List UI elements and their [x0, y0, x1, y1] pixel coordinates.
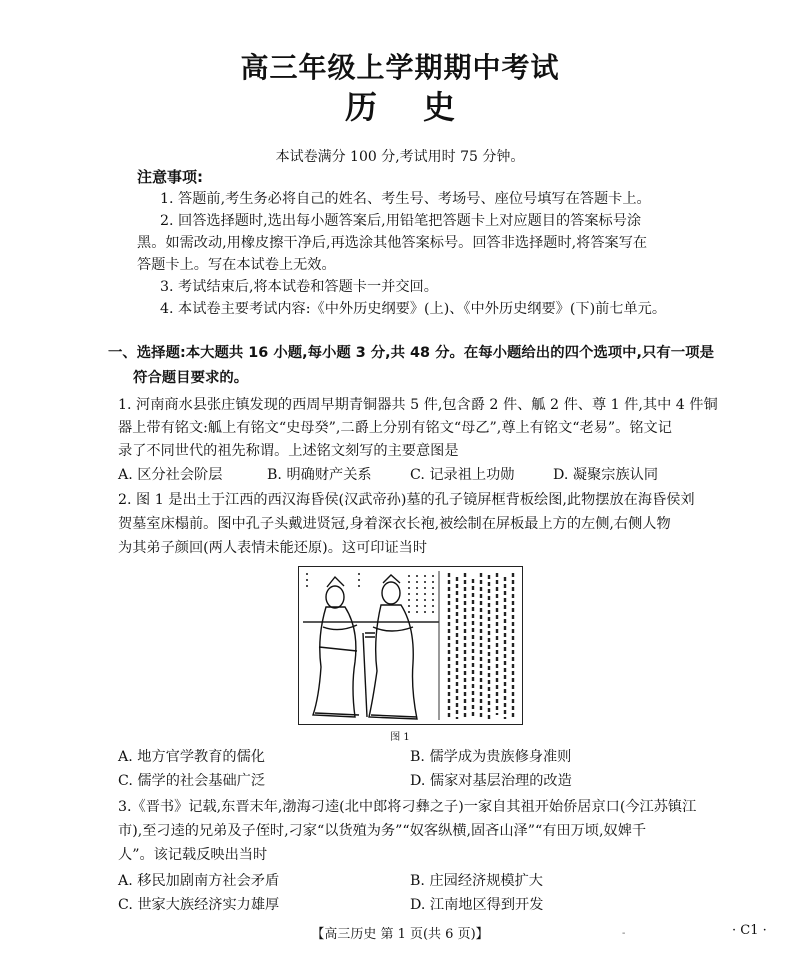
confucius-mirror-screen-illustration: [298, 566, 523, 725]
exam-title: 高三年级上学期期中考试: [240, 51, 560, 84]
q2-option-a: A. 地方官学教育的儒化: [118, 749, 265, 765]
section-heading-line-2: 符合题目要求的。: [133, 370, 249, 386]
confucius-illustration-drawing: [299, 567, 522, 724]
notice-line-1: 1. 答题前,考生务必将自己的姓名、考生号、考场号、座位号填写在答题卡上。: [160, 191, 651, 207]
q2-option-c: C. 儒学的社会基础广泛: [118, 773, 266, 789]
q2-stem-line-1: 2. 图 1 是出土于江西的西汉海昏侯(汉武帝孙)墓的孔子镜屏框背板绘图,此物摆放在海昏侯刘: [118, 492, 695, 508]
q1-stem-line-1: 1. 河南商水县张庄镇发现的西周早期青铜器共 5 件,包含爵 2 件、觚 2 件、尊 1 件,其中 4 件铜: [118, 397, 718, 413]
subject-title: 历史: [344, 88, 501, 126]
q3-stem-line-1: 3.《晋书》记载,东晋末年,渤海刁逵(北中郎将刁彝之子)一家自其祖开始侨居京口(今江苏镇江: [118, 799, 697, 815]
notice-heading: 注意事项:: [137, 168, 203, 186]
q1-option-c: C. 记录祖上功勋: [410, 467, 515, 483]
q3-stem-line-3: 人”。该记载反映出当时: [118, 847, 268, 863]
q1-stem-line-3: 录了不同世代的祖先称谓。上述铭文刻写的主要意图是: [118, 443, 459, 459]
figure-caption: 图 1: [390, 732, 410, 743]
q2-option-d: D. 儒家对基层治理的改造: [410, 773, 572, 789]
q3-option-c: C. 世家大族经济实力雄厚: [118, 897, 280, 913]
page-code: · C1 ·: [732, 923, 767, 938]
q1-stem-line-2: 器上带有铭文:觚上有铭文“史母癸”,二爵上分别有铭文“母乙”,尊上有铭文“老易”。铭文记: [118, 420, 672, 436]
q1-option-d: D. 凝聚宗族认同: [553, 467, 659, 483]
q3-option-b: B. 庄园经济规模扩大: [410, 873, 543, 889]
notice-line-5: 3. 考试结束后,将本试卷和答题卡一并交回。: [160, 279, 438, 295]
notice-line-6: 4. 本试卷主要考试内容:《中外历史纲要》(上)、《中外历史纲要》(下)前七单元。: [160, 301, 667, 317]
notice-line-2: 2. 回答选择题时,选出每小题答案后,用铅笔把答题卡上对应题目的答案标号涂: [160, 213, 642, 229]
notice-line-3: 黑。如需改动,用橡皮擦干净后,再选涂其他答案标号。回答非选择题时,将答案写在: [137, 235, 648, 251]
q2-stem-line-3: 为其弟子颜回(两人表情未能还原)。这可印证当时: [118, 540, 428, 556]
q3-option-a: A. 移民加剧南方社会矛盾: [118, 873, 280, 889]
q1-option-b: B. 明确财产关系: [267, 467, 372, 483]
exam-info: 本试卷满分 100 分,考试用时 75 分钟。: [275, 149, 525, 165]
q2-option-b: B. 儒学成为贵族修身准则: [410, 749, 572, 765]
q3-option-d: D. 江南地区得到开发: [410, 897, 544, 913]
notice-line-4: 答题卡上。写在本试卷上无效。: [137, 257, 336, 273]
page-footer: 【高三历史 第 1 页(共 6 页)】: [311, 927, 489, 942]
q2-stem-line-2: 贺墓室床榻前。图中孔子头戴进贤冠,身着深衣长袍,被绘制在屏板最上方的左侧,右侧人物: [118, 516, 671, 532]
q1-option-a: A. 区分社会阶层: [118, 467, 223, 483]
footer-mark: -: [622, 928, 626, 939]
q3-stem-line-2: 市),至刁逵的兄弟及子侄时,刁家“以货殖为务”“奴客纵横,固吝山泽”“有田万顷,奴婢千: [118, 823, 647, 839]
section-heading-line-1: 一、选择题:本大题共 16 小题,每小题 3 分,共 48 分。在每小题给出的四个选项中,只有一项是: [108, 345, 714, 361]
